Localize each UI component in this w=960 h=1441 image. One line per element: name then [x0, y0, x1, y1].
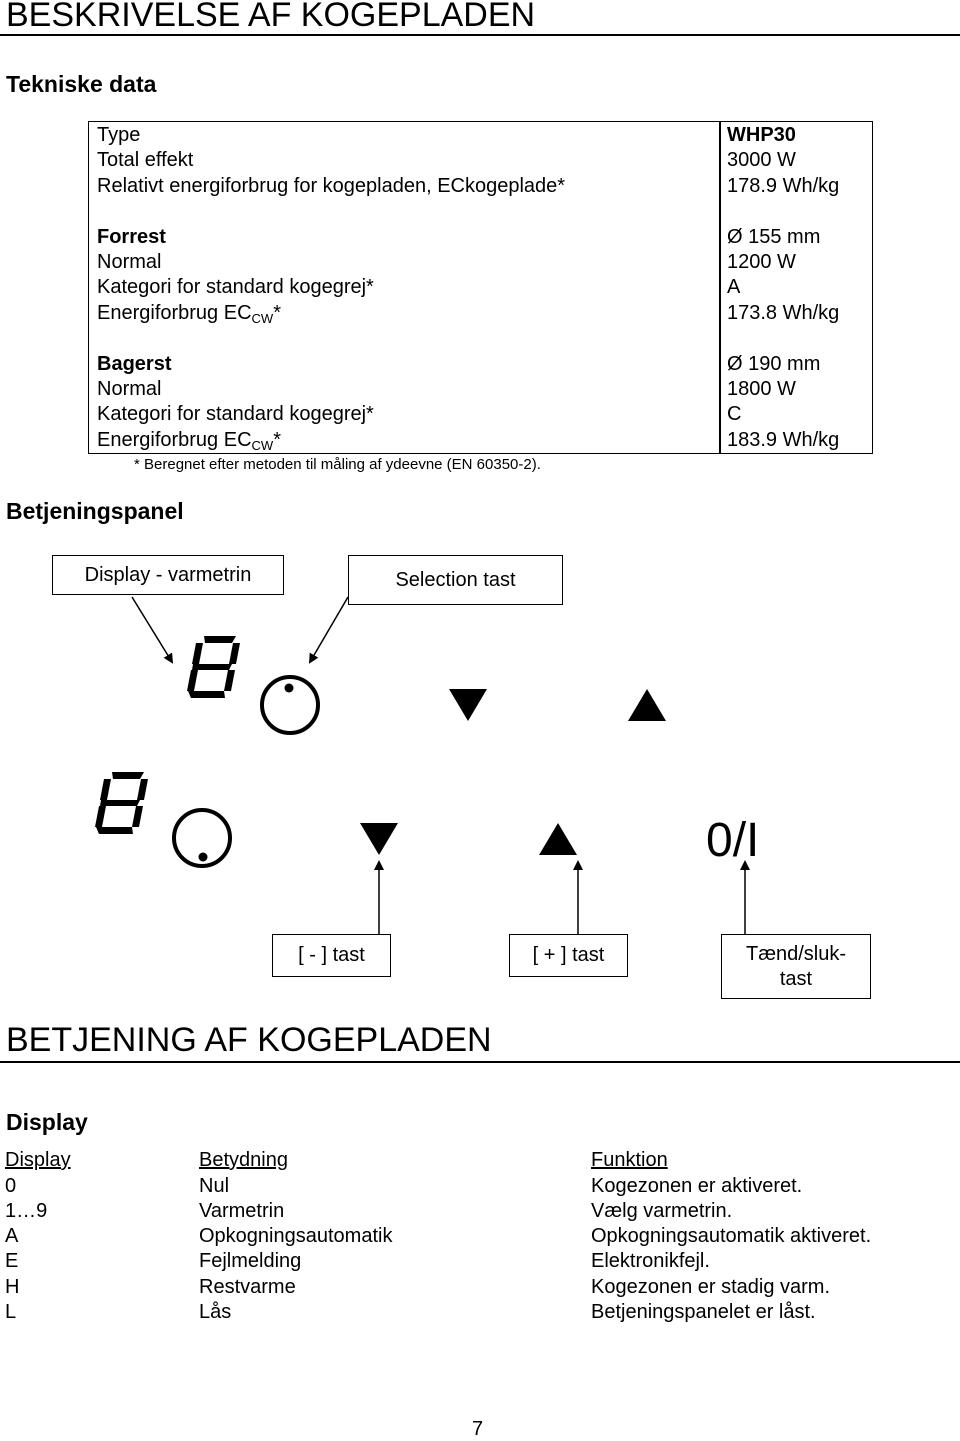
rear-energy-label: Energiforbrug $EC_{CW}*$	[97, 429, 281, 453]
rear-energy-value: 183.9 Wh/kg	[727, 429, 840, 451]
front-normal-value: 1200 W	[727, 251, 796, 273]
table-cell-code: A	[5, 1225, 19, 1247]
tech-data-heading: Tekniske data	[6, 71, 157, 97]
table-cell-code: 1…9	[5, 1200, 48, 1222]
total-power-value: 3000 W	[727, 149, 796, 171]
selection-callout-arrow	[310, 597, 348, 662]
total-power-label: Total effekt	[97, 149, 194, 171]
display-label-box: Display - varmetrin	[52, 555, 284, 595]
selection-dot-icon	[285, 684, 294, 693]
selection-dot-icon	[199, 853, 208, 862]
power-symbol: 0/I	[706, 814, 760, 867]
plus-triangle-icon	[539, 823, 577, 855]
table-cell-function: Elektronikfejl.	[591, 1250, 710, 1272]
relative-energy-value: 178.9 Wh/kg	[727, 175, 840, 197]
table-cell-meaning: Restvarme	[199, 1276, 296, 1298]
table-cell-function: Kogezonen er stadig varm.	[591, 1276, 831, 1298]
plus-key-label-box: [ + ] tast	[509, 934, 628, 977]
front-zone-title: Forrest	[97, 226, 166, 248]
relative-energy-label: Relativt energiforbrug for kogepladen, ECkogeplade*	[97, 175, 566, 197]
page-title: BESKRIVELSE AF KOGEPLADEN	[6, 0, 536, 34]
table-cell-meaning: Lås	[199, 1301, 232, 1323]
rear-category-label: Kategori for standard kogegrej*	[97, 403, 374, 425]
onoff-key-label-box: Tænd/sluk- tast	[721, 934, 871, 999]
table-cell-function: Opkogningsautomatik aktiveret.	[591, 1225, 872, 1247]
footnote: * Beregnet efter metoden til måling af ydeevne (EN 60350-2).	[134, 456, 541, 473]
table-cell-function: Kogezonen er aktiveret.	[591, 1175, 803, 1197]
page-number: 7	[472, 1418, 484, 1440]
table-cell-meaning: Varmetrin	[199, 1200, 285, 1222]
table-cell-meaning: Fejlmelding	[199, 1250, 302, 1272]
table-cell-code: H	[5, 1276, 20, 1298]
table-cell-code: 0	[5, 1175, 17, 1197]
rear-normal-value: 1800 W	[727, 378, 796, 400]
rear-normal-label: Normal	[97, 378, 162, 400]
table-cell-function: Betjeningspanelet er låst.	[591, 1301, 816, 1323]
type-label: Type	[97, 124, 141, 146]
section-title: BETJENING AF KOGEPLADEN	[6, 1021, 492, 1059]
table-cell-function: Vælg varmetrin.	[591, 1200, 733, 1222]
plus-triangle-icon	[628, 689, 666, 721]
rear-category-value: C	[727, 403, 742, 425]
front-normal-label: Normal	[97, 251, 162, 273]
minus-triangle-icon	[360, 823, 398, 855]
front-zone-diameter: Ø 155 mm	[727, 226, 821, 248]
column-header-meaning: Betydning	[199, 1149, 288, 1171]
table-cell-code: E	[5, 1250, 19, 1272]
front-energy-label: Energiforbrug $EC_{CW}*$	[97, 302, 281, 326]
seven-segment-display-icon	[95, 772, 148, 834]
minus-triangle-icon	[449, 689, 487, 721]
minus-key-label-box: [ - ] tast	[272, 934, 391, 977]
column-header-display: Display	[5, 1149, 71, 1171]
display-callout-arrow	[132, 597, 172, 662]
table-cell-code: L	[5, 1301, 17, 1323]
section-rule	[0, 1061, 960, 1063]
display-heading: Display	[6, 1109, 88, 1135]
table-cell-meaning: Opkogningsautomatik	[199, 1225, 393, 1247]
column-header-function: Funktion	[591, 1149, 668, 1171]
rear-zone-diameter: Ø 190 mm	[727, 353, 821, 375]
front-category-label: Kategori for standard kogegrej*	[97, 276, 374, 298]
front-category-value: A	[727, 276, 741, 298]
table-cell-meaning: Nul	[199, 1175, 230, 1197]
front-energy-value: 173.8 Wh/kg	[727, 302, 840, 324]
control-panel-heading: Betjeningspanel	[6, 498, 184, 524]
model-value: WHP30	[727, 124, 796, 146]
seven-segment-display-icon	[187, 636, 240, 698]
selection-label-box: Selection tast	[348, 555, 563, 605]
rear-zone-title: Bagerst	[97, 353, 172, 375]
